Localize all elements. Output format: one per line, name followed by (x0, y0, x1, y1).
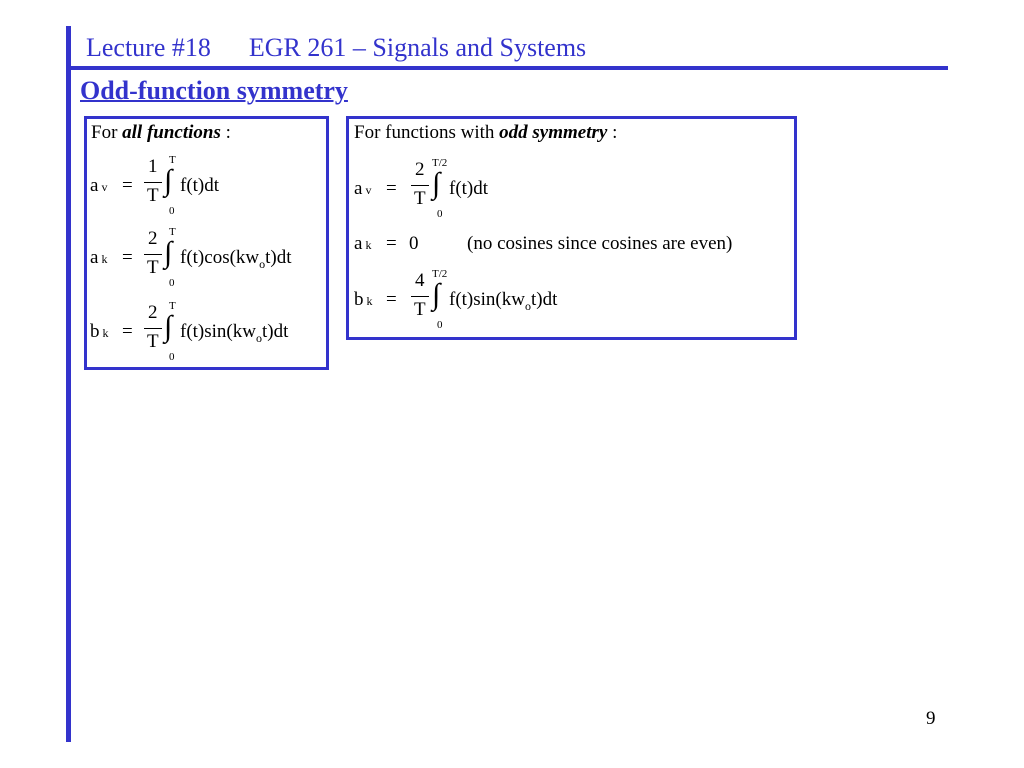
header-rule (66, 66, 948, 70)
page-number: 9 (926, 708, 936, 729)
integral-sign: ∫ (164, 236, 173, 269)
slide-title: Odd-function symmetry (80, 76, 348, 105)
equation-av-general: av = 1 T ∫ T 0 f(t)dt (90, 154, 220, 217)
equation-bk-general: bk = 2 T ∫ T 0 $f(t)\sin(kw_ot)dt$ (90, 300, 289, 363)
equation-ak-odd: ak = 0 (no cosines since cosines are even) (354, 233, 733, 254)
equation-av-odd: av = 2 T ∫ T/2 0 f(t)dt (354, 157, 489, 220)
integral-sign: ∫ (432, 167, 441, 200)
cosine-note: (no cosines since cosines are even) (467, 233, 733, 254)
left-accent-bar (66, 26, 71, 742)
fraction-bar (144, 182, 162, 183)
odd-symmetry-caption: For functions with odd symmetry : (354, 122, 618, 143)
equation-bk-odd: bk = 4 T ∫ T/2 0 $f(t)\sin(kw_ot)dt$ (354, 268, 558, 331)
slide-header (86, 33, 586, 63)
integral-sign: ∫ (432, 278, 441, 311)
fraction-bar (411, 296, 429, 297)
fraction-bar (144, 328, 162, 329)
fraction-bar (144, 254, 162, 255)
equation-ak-general: ak = 2 T ∫ T 0 $f(t)\cos(kw_ot)dt$ (90, 226, 292, 289)
integral-sign: ∫ (164, 164, 173, 197)
fraction-bar (411, 185, 429, 186)
integral-sign: ∫ (164, 310, 173, 343)
course-title: EGR 261 – Signals and Systems (248, 33, 587, 62)
lecture-number: Lecture #18 (86, 33, 211, 62)
all-functions-caption: For all functions : (91, 122, 231, 143)
